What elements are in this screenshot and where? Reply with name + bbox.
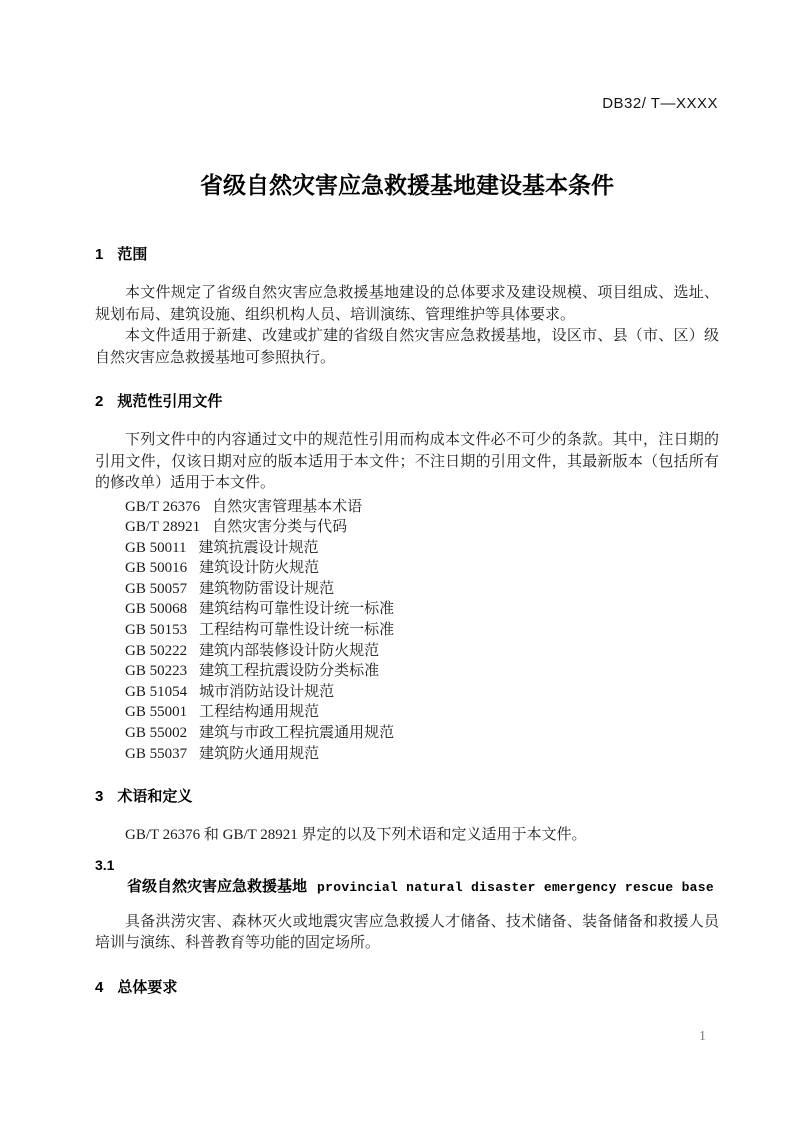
section-heading-scope <box>95 244 719 265</box>
section-heading-terms <box>95 786 719 807</box>
reference-code: GB 55037 <box>125 745 188 762</box>
page-number: 1 <box>699 1029 706 1044</box>
section-number: 2 <box>95 393 104 410</box>
reference-name: 建筑设计防火规范 <box>199 560 320 577</box>
section-heading-references <box>95 391 719 412</box>
reference-code: GB 50016 <box>125 560 188 577</box>
terms-intro: GB/T 26376 和 GB/T 28921 界定的以及下列术语和定义适用于本文件。 <box>125 827 587 844</box>
reference-code: GB 50068 <box>125 601 188 618</box>
doc-title: 省级自然灾害应急救援基地建设基本条件 <box>200 172 614 198</box>
document-content <box>95 0 719 1016</box>
reference-item <box>95 702 719 723</box>
reference-name: 城市消防站设计规范 <box>199 683 335 700</box>
reference-code: GB 55002 <box>125 725 188 742</box>
references-list <box>95 497 719 765</box>
reference-item <box>95 558 719 579</box>
reference-item <box>95 641 719 662</box>
reference-item <box>95 661 719 682</box>
reference-name: 工程结构可靠性设计统一标准 <box>199 622 395 639</box>
reference-item <box>95 538 719 559</box>
reference-name: 建筑与市政工程抗震通用规范 <box>199 725 395 742</box>
reference-name: 自然灾害分类与代码 <box>212 519 348 536</box>
reference-code: GB/T 26376 <box>125 498 201 515</box>
section-heading-label: 总体要求 <box>117 978 178 996</box>
reference-name: 建筑内部装修设计防火规范 <box>199 642 380 659</box>
reference-code: GB 51054 <box>125 683 188 700</box>
term-entry-number: 3.1 <box>95 856 115 873</box>
reference-code: GB 50222 <box>125 642 188 659</box>
reference-item <box>95 517 719 538</box>
reference-code: GB 50223 <box>125 663 188 680</box>
reference-item <box>95 723 719 744</box>
reference-item <box>95 744 719 765</box>
reference-name: 建筑防火通用规范 <box>199 745 320 762</box>
section-heading-general <box>95 977 719 998</box>
term-definition: 具备洪涝灾害、森林灭火或地震灾害应急救援人才储备、技术储备、装备储备和救援人员培训与演练、科普教育等功能的固定场所。 <box>95 913 719 952</box>
section-heading-label: 范围 <box>117 246 148 263</box>
reference-name: 工程结构通用规范 <box>199 704 320 721</box>
reference-code: GB/T 28921 <box>125 519 201 536</box>
reference-code: GB 50057 <box>125 580 188 597</box>
reference-name: 自然灾害管理基本术语 <box>212 498 363 515</box>
section-heading-label: 规范性引用文件 <box>117 393 223 410</box>
doc-number: DB32/ T—XXXX <box>602 95 718 112</box>
reference-code: GB 50011 <box>125 539 187 556</box>
section-number: 3 <box>95 788 104 806</box>
reference-item <box>95 599 719 620</box>
reference-name: 建筑物防雷设计规范 <box>199 580 335 597</box>
section-number: 1 <box>95 246 104 263</box>
reference-item <box>95 620 719 641</box>
term-name-english: provincial natural disaster emergency rescue base <box>317 879 714 895</box>
scope-paragraph: 本文件适用于新建、改建或扩建的省级自然灾害应急救援基地，设区市、县（市、区）级自然灾害应急救援基地可参照执行。 <box>95 328 719 366</box>
reference-code: GB 50153 <box>125 622 188 639</box>
scope-paragraph: 本文件规定了省级自然灾害应急救援基地建设的总体要求及建设规模、项目组成、选址、规划布局、建筑设施、组织机构人员、培训演练、管理维护等具体要求。 <box>95 285 719 323</box>
references-intro: 下列文件中的内容通过文中的规范性引用而构成本文件必不可少的条款。其中，注日期的引用文件，仅该日期对应的版本适用于本文件；不注日期的引用文件，其最新版本（包括所有的修改单）适用于本文件。 <box>95 432 719 491</box>
term-name-chinese: 省级自然灾害应急救援基地 <box>127 877 308 895</box>
term-entry-title <box>95 876 719 898</box>
reference-item <box>95 682 719 703</box>
reference-name: 建筑抗震设计规范 <box>198 539 319 556</box>
reference-name: 建筑工程抗震设防分类标准 <box>199 663 380 680</box>
reference-item <box>95 497 719 518</box>
reference-name: 建筑结构可靠性设计统一标准 <box>199 601 395 618</box>
section-number: 4 <box>95 978 104 996</box>
reference-item <box>95 579 719 600</box>
reference-code: GB 55001 <box>125 704 188 721</box>
section-heading-label: 术语和定义 <box>117 788 193 806</box>
